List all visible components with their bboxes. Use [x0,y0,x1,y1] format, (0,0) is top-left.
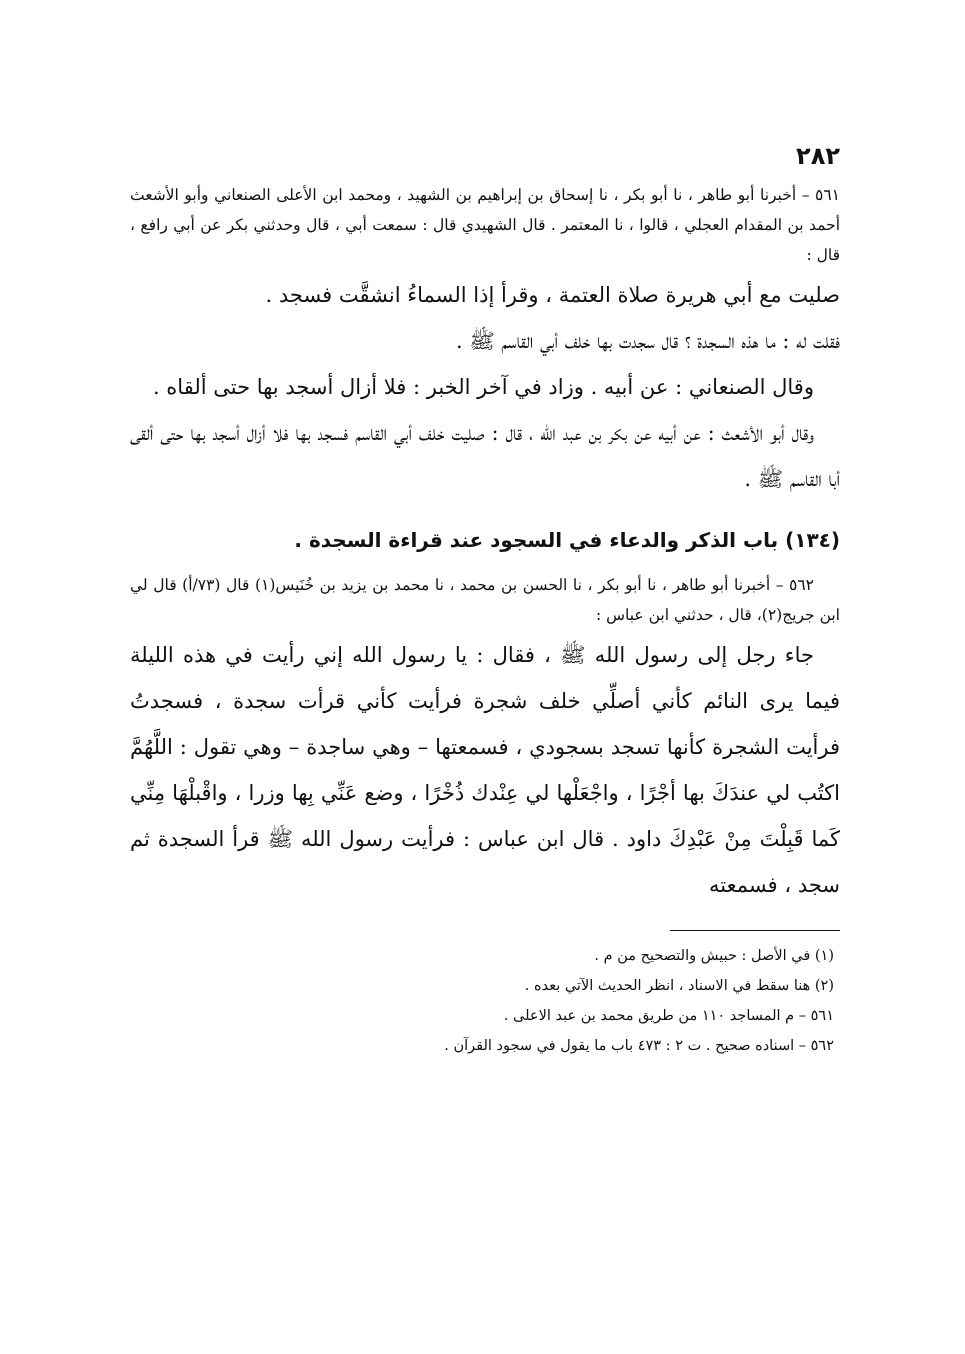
hadith-562-matn: جاء رجل إلى رسول الله ﷺ ، فقال : يا رسول الله إني رأيت في هذه الليلة فيما يرى النائم كأني أصلِّي خلف شجرة فرأيت كأني قرأت سجدة ، فسجدتُ فرأيت الشجرة كأنها تسجد بسجودي ، فسمعتها – وهي ساجدة – وهي تقول : اللَّهُمَّ اكتُب لي عندَكَ بها أجْرًا ، واجْعَلْها لي عِنْدك ذُخْرًا ، وضع عَنِّي بِها وزرا ، واقْبلْهَا مِنِّي كَما قَبِلْتَ مِنْ عَبْدِكَ داود . قال ابن عباس : فرأيت رسول الله ﷺ قرأ السجدة ثم سجد ، فسمعته [130,643,840,897]
chapter-heading: (١٣٤) باب الذكر والدعاء في السجود عند قراءة السجدة . [294,528,840,552]
hadith-561-isnad: ٥٦١ – أخبرنا أبو طاهر ، نا أبو بكر ، نا إسحاق بن إبراهيم بن الشهيد ، ومحمد ابن الأعلى الصنعاني وأبو الأشعث أحمد بن المقدام العجلي ، قالوا ، نا المعتمر . قال الشهيدي قال : سمعت أبي ، قال وحدثني بكر عن أبي رافع ، قال : [130,186,840,264]
book-page [130,140,840,1061]
hadith-561-matn-line-2: فقلت له : ما هذه السجدة ؟ قال سجدت بها خلف أبي القاسم ﷺ . [455,329,840,353]
hadith-561-matn-line-1: صليت مع أبي هريرة صلاة العتمة ، وقرأ إذا السماءُ انشقَّت فسجد . [265,283,840,307]
page-number: ٢٨٢ [796,142,840,170]
hadith-561-ashath-variant: وقال أبو الأشعث : عن أبيه عن بكر بن عبد الله ، قال : صليت خلف أبي القاسم فسجد بها فلا أزال أسجد بها حتى ألقى أبا القاسم ﷺ . [130,421,840,491]
hadith-562-isnad: ٥٦٢ – أخبرنا أبو طاهر ، نا أبو بكر ، نا الحسن بن محمد ، نا محمد بن يزيد بن خُنَيس(١) قال (٧٣/أ) قال لي ابن جريج(٢)، قال ، حدثني ابن عباس : [130,576,840,624]
footnote-2: (٢) هنا سقط في الاسناد ، انظر الحديث الآتي بعده . [524,978,834,994]
hadith-562 [130,570,840,908]
footnote-takhrij-562: ٥٦٢ – اسناده صحيح . ت ٢ : ٤٧٣ باب ما يقول في سجود القرآن . [444,1038,834,1054]
hadith-561-sanani-addition: وقال الصنعاني : عن أبيه . وزاد في آخر الخبر : فلا أزال أسجد بها حتى ألقاه . [152,375,814,399]
footnote-separator [670,930,840,931]
footnote-1: (١) في الأصل : حبيش والتصحيح من م . [594,948,834,964]
footnote-takhrij-561: ٥٦١ – م المساجد ١١٠ من طريق محمد بن عبد الاعلى . [503,1008,834,1024]
hadith-561 [130,180,840,502]
footnotes [130,941,840,1061]
